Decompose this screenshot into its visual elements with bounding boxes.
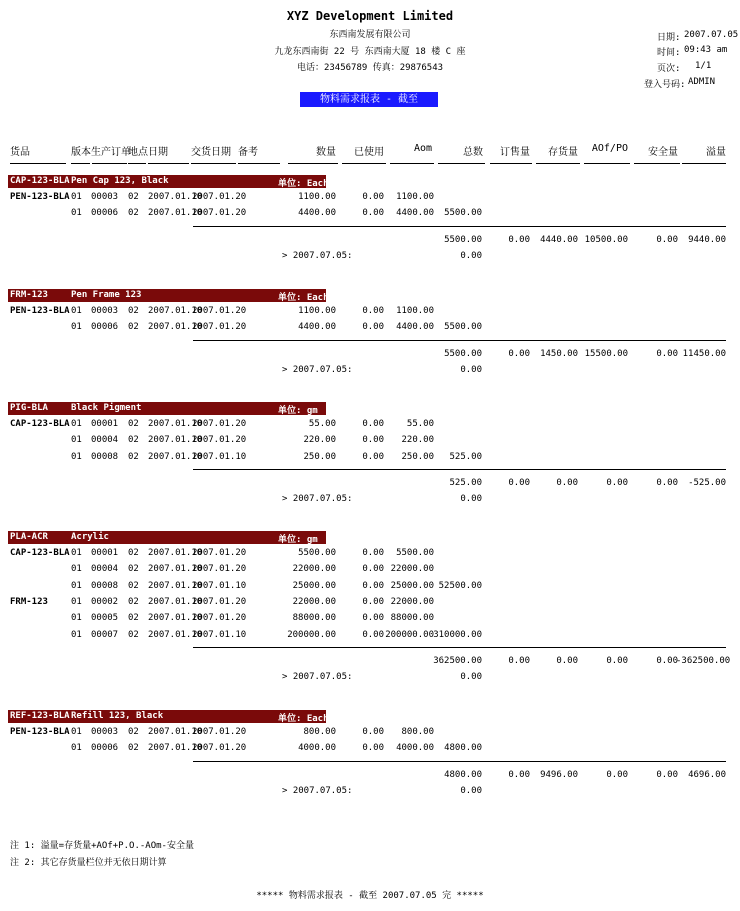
group-unit: 单位: Each: [278, 714, 329, 724]
table-cell: 4400.00: [298, 322, 336, 333]
date-filter-total: 0.00: [460, 364, 482, 375]
table-cell: 525.00: [449, 451, 482, 462]
table-cell: 0.00: [362, 419, 384, 429]
group-banner: [8, 531, 326, 544]
column-underline: [191, 163, 236, 164]
table-cell: 4000.00: [298, 743, 336, 754]
note-1: 注 1: 溢量=存货量+AOf+P.O.-AOm-安全量: [10, 841, 194, 851]
table-cell: 2007.01.10: [148, 629, 203, 640]
table-cell: 00006: [91, 322, 119, 333]
group-item-code: PIG-BLA: [10, 403, 48, 413]
table-cell: 0.00: [362, 743, 384, 754]
table-cell: 55.00: [308, 419, 336, 429]
table-cell: 88000.00: [390, 613, 434, 624]
group-unit: 单位: Each: [278, 293, 329, 303]
table-cell: 2007.01.10: [148, 596, 203, 607]
table-cell: 4400.00: [298, 208, 336, 219]
group-item-code: FRM-123: [10, 290, 48, 300]
table-cell: 2007.01.10: [148, 564, 203, 575]
date-filter-label: > 2007.07.05:: [282, 785, 353, 796]
table-cell: 1100.00: [298, 192, 336, 202]
column-underline: [10, 163, 66, 164]
table-cell: 01: [71, 192, 82, 202]
table-cell: 00008: [91, 451, 119, 462]
table-cell: 2007.01.10: [148, 208, 203, 219]
date-filter-label: > 2007.07.05:: [282, 493, 353, 504]
table-cell: 00001: [91, 419, 119, 429]
summary-cell: -362500.00: [676, 655, 731, 666]
time-value: 09:43 am: [684, 45, 728, 55]
column-underline: [128, 163, 146, 164]
table-cell: 2007.01.10: [148, 613, 203, 624]
table-cell: 0.00: [362, 451, 384, 462]
date-filter-label: > 2007.07.05:: [282, 671, 353, 682]
column-underline: [536, 163, 580, 164]
table-cell: PEN-123-BLA: [10, 306, 70, 316]
column-header-10: 总数: [463, 147, 483, 158]
login-label: 登入号码:: [644, 80, 686, 90]
table-cell: 220.00: [401, 435, 434, 446]
table-cell: 02: [128, 564, 139, 575]
table-cell: 250.00: [401, 451, 434, 462]
group-item-desc: Refill 123, Black: [71, 711, 164, 721]
column-header-15: 溢量: [706, 147, 726, 158]
table-cell: 00004: [91, 435, 119, 446]
table-cell: 250.00: [303, 451, 336, 462]
table-cell: 2007.01.20: [192, 613, 247, 624]
date-filter-total: 0.00: [460, 493, 482, 504]
summary-cell: 0.00: [656, 655, 678, 666]
table-cell: 310000.00: [433, 629, 482, 640]
table-cell: 2007.01.10: [148, 419, 203, 429]
summary-cell: 1450.00: [540, 348, 578, 359]
table-cell: 2007.01.10: [148, 435, 203, 446]
table-cell: 4800.00: [444, 743, 482, 754]
company-contact: 电话：23456789 传真：29876543: [296, 63, 444, 73]
report-footer: ***** 物料需求报表 - 截至 2007.07.05 完 *****: [256, 891, 484, 901]
table-cell: 02: [128, 419, 139, 429]
column-header-11: 订售量: [500, 147, 530, 158]
table-cell: 2007.01.20: [192, 727, 247, 737]
table-cell: 2007.01.20: [192, 548, 247, 558]
summary-cell: 0.00: [508, 655, 530, 666]
group-item-code: REF-123-BLA: [10, 711, 70, 721]
table-cell: 2007.01.20: [192, 743, 247, 754]
table-cell: 200000.00: [287, 629, 336, 640]
table-cell: 0.00: [362, 727, 384, 737]
table-cell: 00002: [91, 596, 119, 607]
date-filter-total: 0.00: [460, 250, 482, 261]
table-cell: 2007.01.20: [192, 564, 247, 575]
summary-cell: 9496.00: [540, 769, 578, 780]
table-cell: 0.00: [362, 208, 384, 219]
column-header-6: 备考: [238, 147, 258, 158]
table-cell: 00003: [91, 727, 119, 737]
table-cell: 2007.01.10: [148, 306, 203, 316]
table-cell: 0.00: [362, 564, 384, 575]
group-unit: 单位: gm: [278, 535, 318, 545]
table-cell: 25000.00: [292, 580, 336, 591]
group-separator: [193, 761, 726, 762]
summary-cell: 0.00: [508, 234, 530, 245]
page-label: 页次:: [657, 64, 681, 74]
table-cell: 2007.01.10: [148, 580, 203, 591]
table-cell: 01: [71, 580, 82, 591]
column-underline: [390, 163, 434, 164]
summary-cell: 525.00: [449, 477, 482, 488]
column-header-5: 交货日期: [191, 147, 231, 158]
table-cell: 00004: [91, 564, 119, 575]
summary-cell: 15500.00: [584, 348, 628, 359]
date-filter-total: 0.00: [460, 671, 482, 682]
table-cell: 01: [71, 743, 82, 754]
summary-cell: 0.00: [508, 348, 530, 359]
summary-cell: 362500.00: [433, 655, 482, 666]
time-label: 时间:: [657, 48, 681, 58]
table-cell: FRM-123: [10, 596, 48, 607]
summary-cell: 0.00: [606, 477, 628, 488]
table-cell: 01: [71, 435, 82, 446]
column-underline: [490, 163, 532, 164]
table-cell: 220.00: [303, 435, 336, 446]
group-item-desc: Black Pigment: [71, 403, 142, 413]
table-cell: 2007.01.20: [192, 192, 247, 202]
group-item-code: PLA-ACR: [10, 532, 48, 542]
company-name-en: XYZ Development Limited: [286, 9, 454, 23]
table-cell: 02: [128, 743, 139, 754]
table-cell: 4400.00: [396, 208, 434, 219]
column-underline: [682, 163, 726, 164]
table-cell: 01: [71, 322, 82, 333]
table-cell: 2007.01.20: [192, 435, 247, 446]
group-separator: [193, 340, 726, 341]
column-header-12: 存货量: [548, 147, 578, 158]
column-underline: [238, 163, 280, 164]
table-cell: CAP-123-BLA: [10, 548, 70, 558]
summary-cell: 0.00: [656, 348, 678, 359]
table-cell: 0.00: [362, 192, 384, 202]
table-cell: 02: [128, 727, 139, 737]
table-cell: 01: [71, 596, 82, 607]
summary-cell: 0.00: [656, 234, 678, 245]
table-cell: CAP-123-BLA: [10, 419, 70, 429]
group-banner: [8, 710, 329, 724]
table-cell: 02: [128, 629, 139, 640]
table-cell: 02: [128, 435, 139, 446]
company-name-cn: 东西南发展有限公司: [329, 30, 411, 40]
table-cell: 01: [71, 208, 82, 219]
summary-cell: 0.00: [556, 477, 578, 488]
table-cell: 1100.00: [396, 306, 434, 316]
table-cell: 02: [128, 548, 139, 558]
table-cell: 800.00: [303, 727, 336, 737]
table-cell: 02: [128, 613, 139, 624]
table-cell: 0.00: [362, 548, 384, 558]
group-separator: [193, 226, 726, 227]
table-cell: 2007.01.10: [148, 322, 203, 333]
table-cell: 0.00: [362, 322, 384, 333]
summary-cell: 10500.00: [584, 234, 628, 245]
table-cell: 2007.01.10: [192, 629, 247, 640]
summary-cell: 5500.00: [444, 234, 482, 245]
column-header-9: Aom: [413, 143, 432, 154]
table-cell: 22000.00: [390, 596, 434, 607]
table-cell: 00005: [91, 613, 119, 624]
table-cell: 2007.01.20: [192, 322, 247, 333]
table-cell: 00003: [91, 192, 119, 202]
table-cell: 02: [128, 451, 139, 462]
table-cell: 2007.01.10: [148, 548, 203, 558]
table-cell: 2007.01.20: [192, 306, 247, 316]
summary-cell: 0.00: [606, 769, 628, 780]
column-underline: [148, 163, 189, 164]
table-cell: 2007.01.10: [148, 727, 203, 737]
table-cell: 55.00: [406, 419, 434, 429]
table-cell: 0.00: [362, 613, 384, 624]
summary-cell: 5500.00: [444, 348, 482, 359]
table-cell: 0.00: [362, 435, 384, 446]
summary-cell: 0.00: [508, 477, 530, 488]
table-cell: 4000.00: [396, 743, 434, 754]
table-cell: 02: [128, 322, 139, 333]
table-cell: 02: [128, 208, 139, 219]
table-cell: 2007.01.10: [192, 580, 247, 591]
table-cell: 0.00: [362, 596, 384, 607]
summary-cell: 9440.00: [688, 234, 726, 245]
table-cell: 800.00: [401, 727, 434, 737]
summary-cell: 0.00: [556, 655, 578, 666]
date-label: 日期:: [657, 33, 681, 43]
login-value: ADMIN: [688, 77, 716, 87]
column-underline: [634, 163, 680, 164]
date-filter-label: > 2007.07.05:: [282, 250, 353, 261]
table-cell: 02: [128, 596, 139, 607]
column-header-7: 数量: [316, 147, 336, 158]
table-cell: 02: [128, 306, 139, 316]
column-underline: [584, 163, 630, 164]
group-unit: 单位: gm: [278, 406, 318, 416]
date-value: 2007.07.05: [684, 30, 739, 40]
table-cell: 00006: [91, 743, 119, 754]
group-unit: 单位: Each: [278, 179, 329, 189]
column-header-4: 日期: [148, 147, 168, 158]
summary-cell: 0.00: [508, 769, 530, 780]
table-cell: 1100.00: [396, 192, 434, 202]
column-underline: [438, 163, 485, 164]
table-cell: 00006: [91, 208, 119, 219]
column-header-0: 货品: [10, 147, 30, 158]
table-cell: PEN-123-BLA: [10, 192, 70, 202]
table-cell: 01: [71, 613, 82, 624]
column-header-1: 版本: [71, 147, 91, 158]
table-cell: 5500.00: [444, 322, 482, 333]
group-separator: [193, 647, 726, 648]
table-cell: 01: [71, 727, 82, 737]
column-header-13: AOf/PO: [591, 143, 628, 154]
table-cell: 01: [71, 451, 82, 462]
table-cell: 00001: [91, 548, 119, 558]
table-cell: 22000.00: [390, 564, 434, 575]
table-cell: 25000.00: [390, 580, 434, 591]
column-underline: [288, 163, 338, 164]
date-filter-total: 0.00: [460, 785, 482, 796]
summary-cell: 4696.00: [688, 769, 726, 780]
column-underline: [71, 163, 90, 164]
table-cell: 02: [128, 580, 139, 591]
table-cell: 01: [71, 548, 82, 558]
summary-cell: 0.00: [656, 477, 678, 488]
table-cell: 0.00: [362, 629, 384, 640]
table-cell: 5500.00: [396, 548, 434, 558]
summary-cell: 0.00: [606, 655, 628, 666]
table-cell: 01: [71, 419, 82, 429]
group-item-desc: Pen Frame 123: [71, 290, 142, 300]
group-item-code: CAP-123-BLA: [10, 176, 70, 186]
group-banner: [8, 175, 329, 189]
table-cell: 02: [128, 192, 139, 202]
column-underline: [92, 163, 127, 164]
group-item-desc: Pen Cap 123, Black: [71, 176, 169, 186]
column-header-14: 安全量: [648, 147, 678, 158]
page-value: 1/1: [695, 61, 712, 71]
table-cell: 2007.01.20: [192, 208, 247, 219]
table-cell: 5500.00: [444, 208, 482, 219]
table-cell: 1100.00: [298, 306, 336, 316]
group-separator: [193, 469, 726, 470]
company-address: 九龙东西南街 22 号 东西南大厦 18 楼 C 座: [274, 47, 466, 57]
table-cell: 2007.01.10: [148, 743, 203, 754]
table-cell: 00007: [91, 629, 119, 640]
group-banner: [8, 289, 329, 303]
table-cell: 4400.00: [396, 322, 434, 333]
report-title: 物料需求报表 - 截至 2007.07.05: [300, 92, 438, 107]
summary-cell: 11450.00: [682, 348, 726, 359]
table-cell: 0.00: [362, 580, 384, 591]
table-cell: 2007.01.20: [192, 419, 247, 429]
table-cell: 2007.01.10: [148, 192, 203, 202]
summary-cell: 4800.00: [444, 769, 482, 780]
group-item-desc: Acrylic: [71, 532, 109, 542]
column-header-8: 已使用: [354, 147, 384, 158]
table-cell: 200000.00: [385, 629, 434, 640]
table-cell: 22000.00: [292, 564, 336, 575]
table-cell: 0.00: [362, 306, 384, 316]
table-cell: 88000.00: [292, 613, 336, 624]
table-cell: 01: [71, 629, 82, 640]
table-cell: 52500.00: [438, 580, 482, 591]
table-cell: 2007.01.20: [192, 596, 247, 607]
column-underline: [342, 163, 386, 164]
table-cell: 01: [71, 564, 82, 575]
summary-cell: 4440.00: [540, 234, 578, 245]
summary-cell: -525.00: [688, 477, 726, 488]
table-cell: 2007.01.10: [148, 451, 203, 462]
table-cell: 00003: [91, 306, 119, 316]
summary-cell: 0.00: [656, 769, 678, 780]
note-2: 注 2: 其它存货量栏位并无依日期计算: [10, 858, 167, 868]
table-cell: 00008: [91, 580, 119, 591]
column-header-3: 地点: [128, 147, 148, 158]
column-header-2: 生产订单: [91, 147, 131, 158]
table-cell: 22000.00: [292, 596, 336, 607]
table-cell: 2007.01.10: [192, 451, 247, 462]
table-cell: PEN-123-BLA: [10, 727, 70, 737]
group-banner: [8, 402, 326, 415]
table-cell: 5500.00: [298, 548, 336, 558]
table-cell: 01: [71, 306, 82, 316]
date-filter-label: > 2007.07.05:: [282, 364, 353, 375]
